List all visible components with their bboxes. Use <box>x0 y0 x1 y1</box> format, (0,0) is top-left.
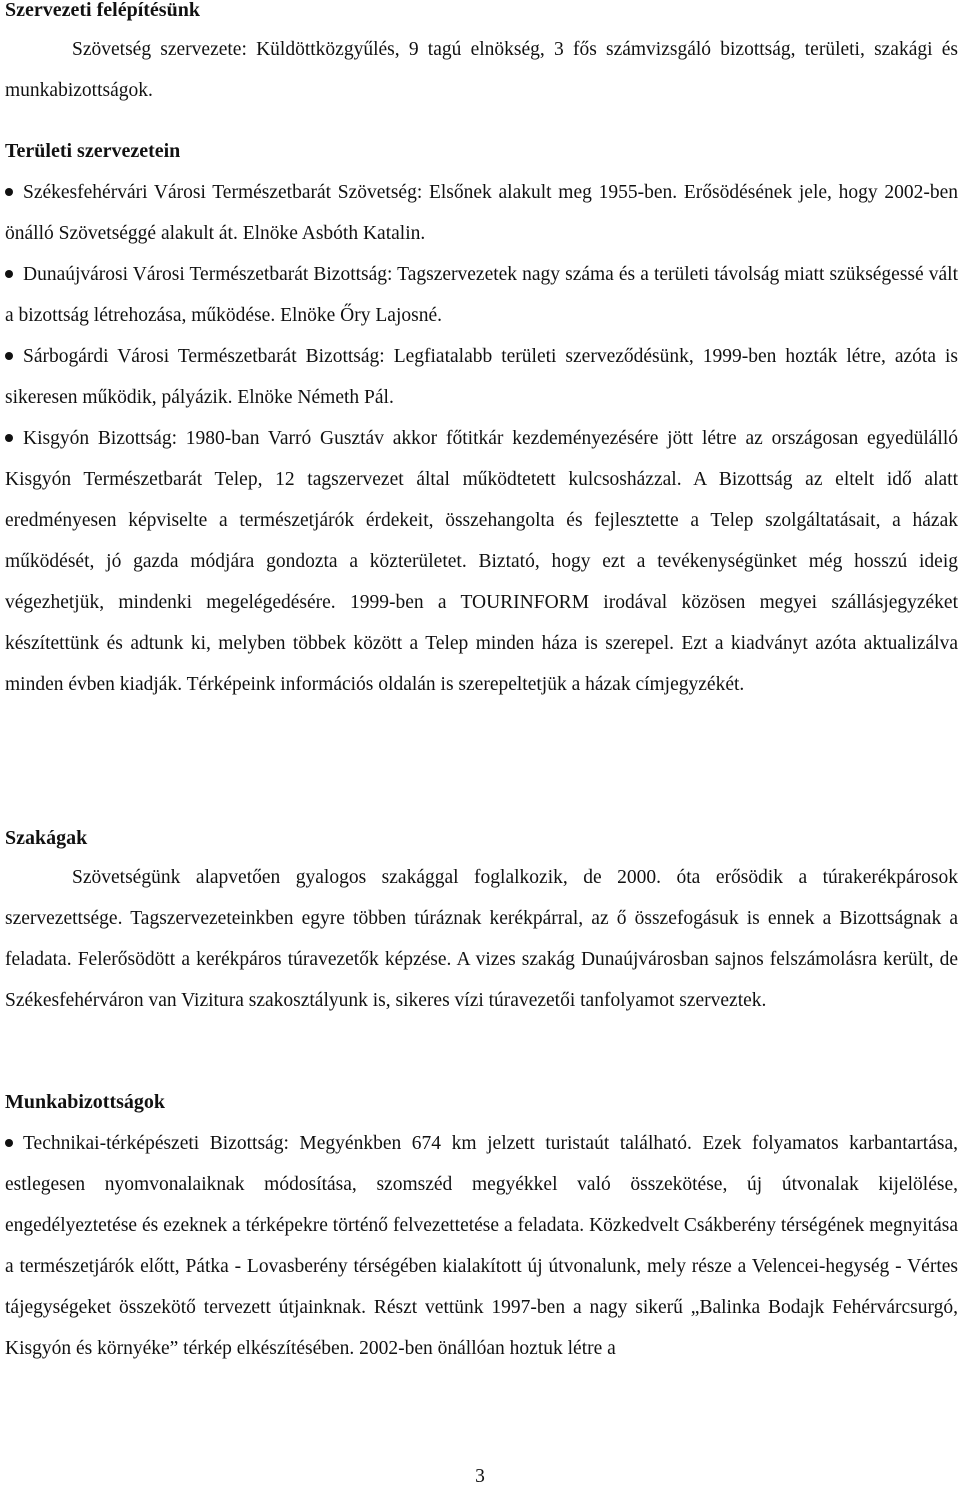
bullet-icon <box>5 352 13 360</box>
list-item: Sárbogárdi Városi Természetbarát Bizottság: Legfiatalabb területi szerveződésünk, 1999-ben hozták létre, azóta is sikeresen működik, pályázik. Elnöke Németh Pál. <box>5 346 958 408</box>
bullet-icon <box>5 1139 13 1147</box>
list-item: Székesfehérvári Városi Természetbarát Szövetség: Elsőnek alakult meg 1955-ben. Erősödésének jele, hogy 2002-ben önálló Szövetséggé alakult át. Elnöke Asbóth Katalin. <box>5 182 958 244</box>
committees-list <box>5 1123 958 1369</box>
list-item: Technikai-térképészeti Bizottság: Megyénkben 674 km jelzett turistaút található. Ezek folyamatos karbantartása, estlegesen nyomvonalaiknak módosítása, szomszéd megyékkel való összekötése, új útvonalak kijelölése, engedélyeztetése és ezeknek a térképekre történő felvezettetése a feladata. Közkedvelt Csákberény térségének megnyitása a természetjárók előtt, Pátka - Lovasberény térségében kialakított új útvonalunk, mely része a Velencei-hegység - Vértes tájegységeket összekötő tervezett útjainknak. Részt vettünk 1997-ben a nagy sikerű „Balinka Bodajk Fehérvárcsurgó, Kisgyón és környéke” térkép elkészítésében. 2002-ben önállóan hoztuk létre a <box>5 1133 958 1359</box>
list-item: Dunaújvárosi Városi Természetbarát Bizottság: Tagszervezetek nagy száma és a területi távolság miatt szükségessé vált a bizottság létrehozása, működése. Elnöke Őry Lajosné. <box>5 264 958 326</box>
bullet-icon <box>5 188 13 196</box>
page-number: 3 <box>475 1466 485 1487</box>
branches-paragraph: Szövetségünk alapvetően gyalogos szakággal foglalkozik, de 2000. óta erősödik a túrakerékpárosok szervezettsége. Tagszervezeteinkben egyre többen túráznak kerékpárral, az ő összefogásuk is ennek a Bizottságnak a feladata. Felerősödött a kerékpáros túravezetők képzése. A vizes szakág Dunaújvárosban sajnos felszámolásra került, de Székesfehérváron van Vizitura szakosztályunk is, sikeres vízi túravezetői tanfolyamot szerveztek. <box>5 867 958 1011</box>
section-heading-working-committees: Munkabizottságok <box>5 1091 166 1113</box>
section-heading-branches: Szakágak <box>5 827 88 849</box>
bullet-icon <box>5 434 13 442</box>
organization-paragraph: Szövetség szervezete: Küldöttközgyűlés, 9 tagú elnökség, 3 fős számvizsgáló bizottság, területi, szakági és munkabizottságok. <box>5 39 958 101</box>
regional-list <box>5 172 958 705</box>
section-heading-regional: Területi szervezetein <box>5 140 181 162</box>
list-item: Kisgyón Bizottság: 1980-ban Varró Gusztáv akkor főtitkár kezdeményezésére jött létre az országosan egyedülálló Kisgyón Természetbarát Telep, 12 tagszervezet által működtetett kulcsosházzal. A Bizottság az eltelt idő alatt eredményesen képviselte a természetjárók érdekeit, összehangolta és fejlesztette a Telep szolgáltatásait, a házak működését, jó gazda módjára gondozta a közterületet. Biztató, hogy ezt a tevékenységünket még hosszú ideig végezhetjük, mindenki megelégedésére. 1999-ben a TOURINFORM irodával közösen megyei szállásjegyzéket készítettünk és adtunk ki, melyben többek között a Telep minden háza is szerepel. Ezt a kiadványt azóta aktualizálva minden évben kiadják. Térképeink információs oldalán is szerepeltetjük a házak címjegyzékét. <box>5 428 958 695</box>
bullet-icon <box>5 270 13 278</box>
section-heading-organization: Szervezeti felépítésünk <box>5 0 200 21</box>
